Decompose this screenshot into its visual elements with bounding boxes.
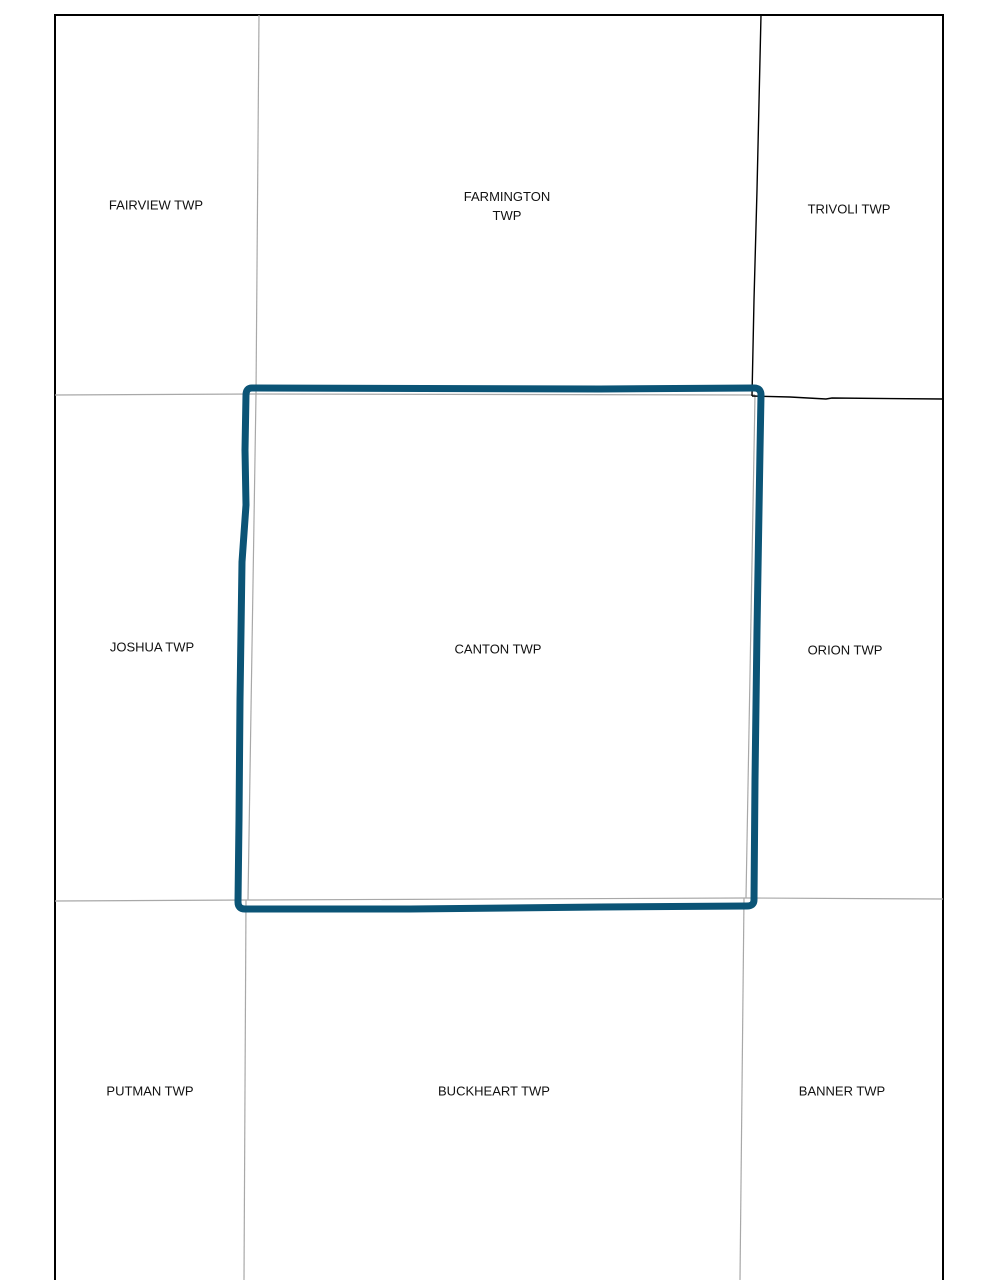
boundary-west-south — [244, 900, 246, 1280]
label-joshua-twp: JOSHUA TWP — [109, 639, 195, 655]
boundary-row2-east — [746, 898, 943, 899]
label-buckheart-twp: BUCKHEART TWP — [438, 1083, 550, 1099]
label-orion-twp: ORION TWP — [807, 642, 883, 658]
boundary-east-south — [740, 898, 744, 1280]
boundary-row2-west — [55, 900, 248, 901]
label-banner-twp: BANNER TWP — [798, 1083, 886, 1099]
label-canton-twp[interactable]: CANTON TWP — [454, 641, 542, 657]
boundary-canton-bottom — [248, 898, 746, 900]
label-fairview-twp: FAIRVIEW TWP — [108, 197, 204, 213]
label-putman-twp: PUTMAN TWP — [106, 1083, 194, 1099]
boundary-west-north — [256, 15, 259, 395]
boundary-row1-west — [55, 394, 256, 395]
label-trivoli-twp: TRIVOLI TWP — [807, 201, 891, 217]
boundary-canton-top — [256, 394, 755, 395]
boundary-canton-west — [248, 394, 256, 900]
label-farmington-twp: FARMINGTON TWP — [463, 189, 551, 223]
county-boundary-north-south — [752, 15, 761, 396]
county-boundary-east-west — [752, 396, 943, 399]
